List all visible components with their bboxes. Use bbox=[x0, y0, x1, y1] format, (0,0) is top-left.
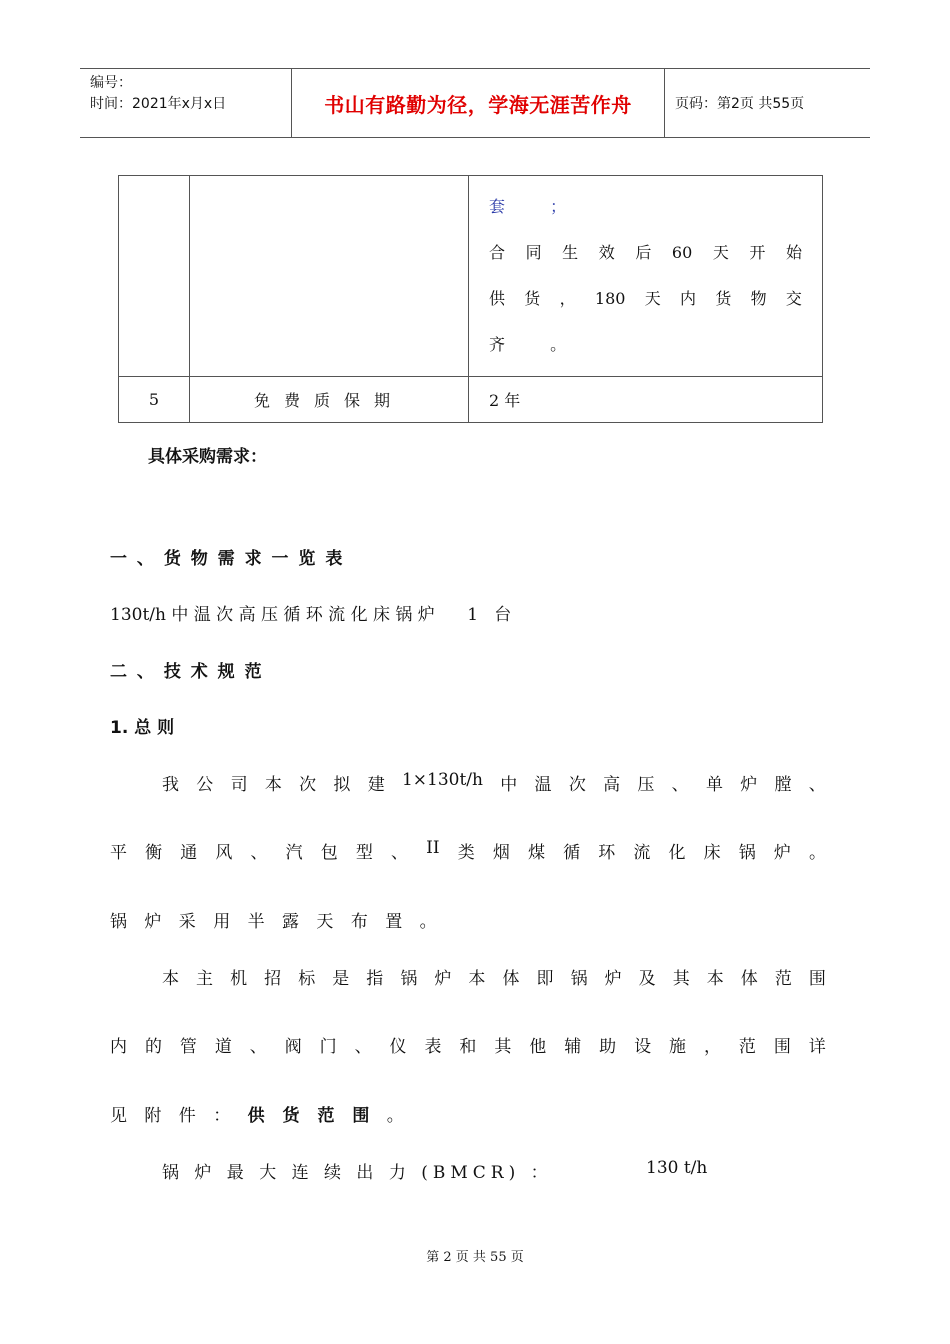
text-token: 体 bbox=[740, 969, 758, 989]
text-token: 及 bbox=[638, 969, 656, 989]
cell-char: 始 bbox=[785, 243, 802, 262]
cell-char: 天 bbox=[644, 289, 661, 308]
cell-char: 开 bbox=[749, 243, 766, 262]
spec-table bbox=[118, 175, 823, 423]
text-token: 温 bbox=[534, 775, 552, 795]
text-token: 标 bbox=[298, 969, 316, 989]
text-token: 包 bbox=[320, 843, 338, 863]
text-token: 本 bbox=[468, 969, 486, 989]
goods-line: 130t/h 中 温 次 高 压 循 环 流 化 床 锅 炉 1 台 bbox=[110, 605, 512, 625]
text-token: 公 bbox=[196, 775, 214, 795]
text-token: 、 bbox=[391, 843, 408, 863]
para2-line2 bbox=[110, 1032, 826, 1057]
text-token: 膛 bbox=[774, 775, 792, 795]
text-token: 即 bbox=[536, 969, 554, 989]
text-token: 、 bbox=[249, 1037, 267, 1057]
cell-char: 物 bbox=[750, 289, 767, 308]
text-token: 和 bbox=[459, 1037, 477, 1057]
text-token: 是 bbox=[332, 969, 350, 989]
text-token: 炉 bbox=[740, 775, 758, 795]
text-token: 道 bbox=[214, 1037, 232, 1057]
text-token: 、 bbox=[354, 1037, 372, 1057]
text-token: 助 bbox=[599, 1037, 617, 1057]
text-token: 次 bbox=[299, 775, 317, 795]
text-token: 详 bbox=[808, 1037, 826, 1057]
cell-line bbox=[489, 230, 802, 276]
text-token: 围 bbox=[773, 1037, 791, 1057]
text-token: 阀 bbox=[284, 1037, 302, 1057]
text-token: 风 bbox=[215, 843, 233, 863]
text-token: 锅 bbox=[570, 969, 588, 989]
cell-char: 生 bbox=[562, 243, 579, 262]
cell-char: 180 bbox=[594, 289, 626, 308]
cell-char: 同 bbox=[525, 243, 542, 262]
text-token: 中 bbox=[500, 775, 518, 795]
cell-char: 内 bbox=[680, 289, 697, 308]
cell-char: ， bbox=[559, 289, 576, 308]
number-label: 编号： bbox=[90, 75, 132, 91]
text-token: 通 bbox=[180, 843, 198, 863]
text-token: 1×130t/h bbox=[401, 770, 483, 790]
row-value: 2 年 bbox=[469, 377, 823, 423]
text-token: 管 bbox=[179, 1037, 197, 1057]
delivery-cell bbox=[469, 176, 823, 377]
header-page-info: 页码：第2页 共55页 bbox=[675, 96, 805, 112]
table-row bbox=[119, 176, 823, 377]
cell-char: 交 bbox=[785, 289, 802, 308]
text-token: 仪 bbox=[389, 1037, 407, 1057]
table-row bbox=[119, 377, 823, 423]
cell-char: 效 bbox=[598, 243, 615, 262]
section1-heading: 一 、 货 物 需 求 一 览 表 bbox=[110, 549, 345, 569]
section2-heading: 二 、 技 术 规 范 bbox=[110, 662, 264, 682]
text-token: 、 bbox=[808, 775, 826, 795]
text-token: 锅 bbox=[400, 969, 418, 989]
para2-line3: 见 附 件 ： 供 货 范 围 。 bbox=[110, 1106, 410, 1126]
page-footer: 第 2 页 共 55 页 bbox=[426, 1250, 524, 1265]
cell-char: 供 bbox=[489, 289, 506, 308]
cell-char: 货 bbox=[524, 289, 541, 308]
text-token: 辅 bbox=[564, 1037, 582, 1057]
cell-char: 货 bbox=[715, 289, 732, 308]
para2-line1 bbox=[162, 964, 826, 989]
cell-line bbox=[489, 276, 802, 322]
cell-line: 套 ； bbox=[489, 197, 587, 216]
time-label: 时间：2021年x月x日 bbox=[90, 96, 227, 112]
text-token: 煤 bbox=[527, 843, 545, 863]
text-token: 。 bbox=[808, 843, 826, 863]
cell-line: 齐 。 bbox=[489, 335, 587, 354]
row-number: 5 bbox=[119, 377, 190, 423]
cell-char: 60 bbox=[671, 243, 693, 262]
text-token: 设 bbox=[634, 1037, 652, 1057]
text-token: 化 bbox=[668, 843, 686, 863]
text-token: 范 bbox=[738, 1037, 756, 1057]
text-token: 本 bbox=[264, 775, 282, 795]
text-token: 施 bbox=[669, 1037, 686, 1057]
text-token: 建 bbox=[367, 775, 385, 795]
header-motto: 书山有路勤为径，学海无涯苦作舟 bbox=[292, 69, 665, 137]
text-token: 指 bbox=[366, 969, 384, 989]
text-token: 、 bbox=[250, 843, 268, 863]
text-token: 衡 bbox=[145, 843, 163, 863]
text-token: 其 bbox=[494, 1037, 512, 1057]
text-token: 炉 bbox=[773, 843, 791, 863]
text-token: 流 bbox=[633, 843, 651, 863]
sub1-heading: 1. 总 则 bbox=[110, 718, 175, 738]
text-token: 炉 bbox=[604, 969, 622, 989]
text-token: 压 bbox=[637, 775, 655, 795]
text-token: 平 bbox=[110, 843, 127, 863]
text-token: 内 bbox=[110, 1037, 127, 1057]
page-header bbox=[80, 68, 870, 138]
text-token: 型 bbox=[355, 843, 373, 863]
para1-line3: 锅 炉 采 用 半 露 天 布 置 。 bbox=[110, 912, 443, 932]
text-token: 锅 bbox=[738, 843, 756, 863]
text-token: 我 bbox=[162, 775, 179, 795]
text-token: 主 bbox=[196, 969, 214, 989]
cell-char: 后 bbox=[635, 243, 652, 262]
text-token: 机 bbox=[230, 969, 248, 989]
text-token: 高 bbox=[603, 775, 621, 795]
text-token: 他 bbox=[529, 1037, 547, 1057]
para1-line2 bbox=[110, 838, 826, 863]
text-token: 范 bbox=[774, 969, 792, 989]
requirement-heading: 具体采购需求： bbox=[148, 447, 267, 467]
text-token: 次 bbox=[568, 775, 586, 795]
text-token: ， bbox=[703, 1037, 721, 1057]
text-token: 表 bbox=[424, 1037, 442, 1057]
cell-char: 天 bbox=[712, 243, 729, 262]
text-token: 本 bbox=[706, 969, 724, 989]
text-token: 、 bbox=[671, 775, 689, 795]
row-item: 免费质保期 bbox=[190, 377, 469, 423]
text-token: 其 bbox=[672, 969, 690, 989]
capacity-label: 锅 炉 最 大 连 续 出 力 (BMCR) ： bbox=[162, 1163, 553, 1183]
capacity-value: 130 t/h bbox=[646, 1158, 708, 1178]
text-token: 单 bbox=[705, 775, 723, 795]
header-meta bbox=[80, 69, 292, 137]
text-token: 的 bbox=[144, 1037, 162, 1057]
text-token: 门 bbox=[319, 1037, 337, 1057]
text-token: 类 bbox=[457, 843, 475, 863]
text-token: 本 bbox=[162, 969, 179, 989]
text-token: 循 bbox=[563, 843, 581, 863]
text-token: 招 bbox=[264, 969, 282, 989]
cell-char: 合 bbox=[489, 243, 506, 262]
text-token: 体 bbox=[502, 969, 520, 989]
supply-scope-label: 供 货 范 围 bbox=[247, 1106, 376, 1126]
text-token: 床 bbox=[703, 843, 721, 863]
text-token: 围 bbox=[808, 969, 826, 989]
text-token: 烟 bbox=[492, 843, 510, 863]
text-token: 炉 bbox=[434, 969, 452, 989]
text-token: 汽 bbox=[285, 843, 303, 863]
text-token: 环 bbox=[598, 843, 616, 863]
text-token: 司 bbox=[230, 775, 248, 795]
para1-line1 bbox=[162, 770, 826, 795]
text-token: II bbox=[426, 838, 440, 858]
text-token: 拟 bbox=[333, 775, 351, 795]
